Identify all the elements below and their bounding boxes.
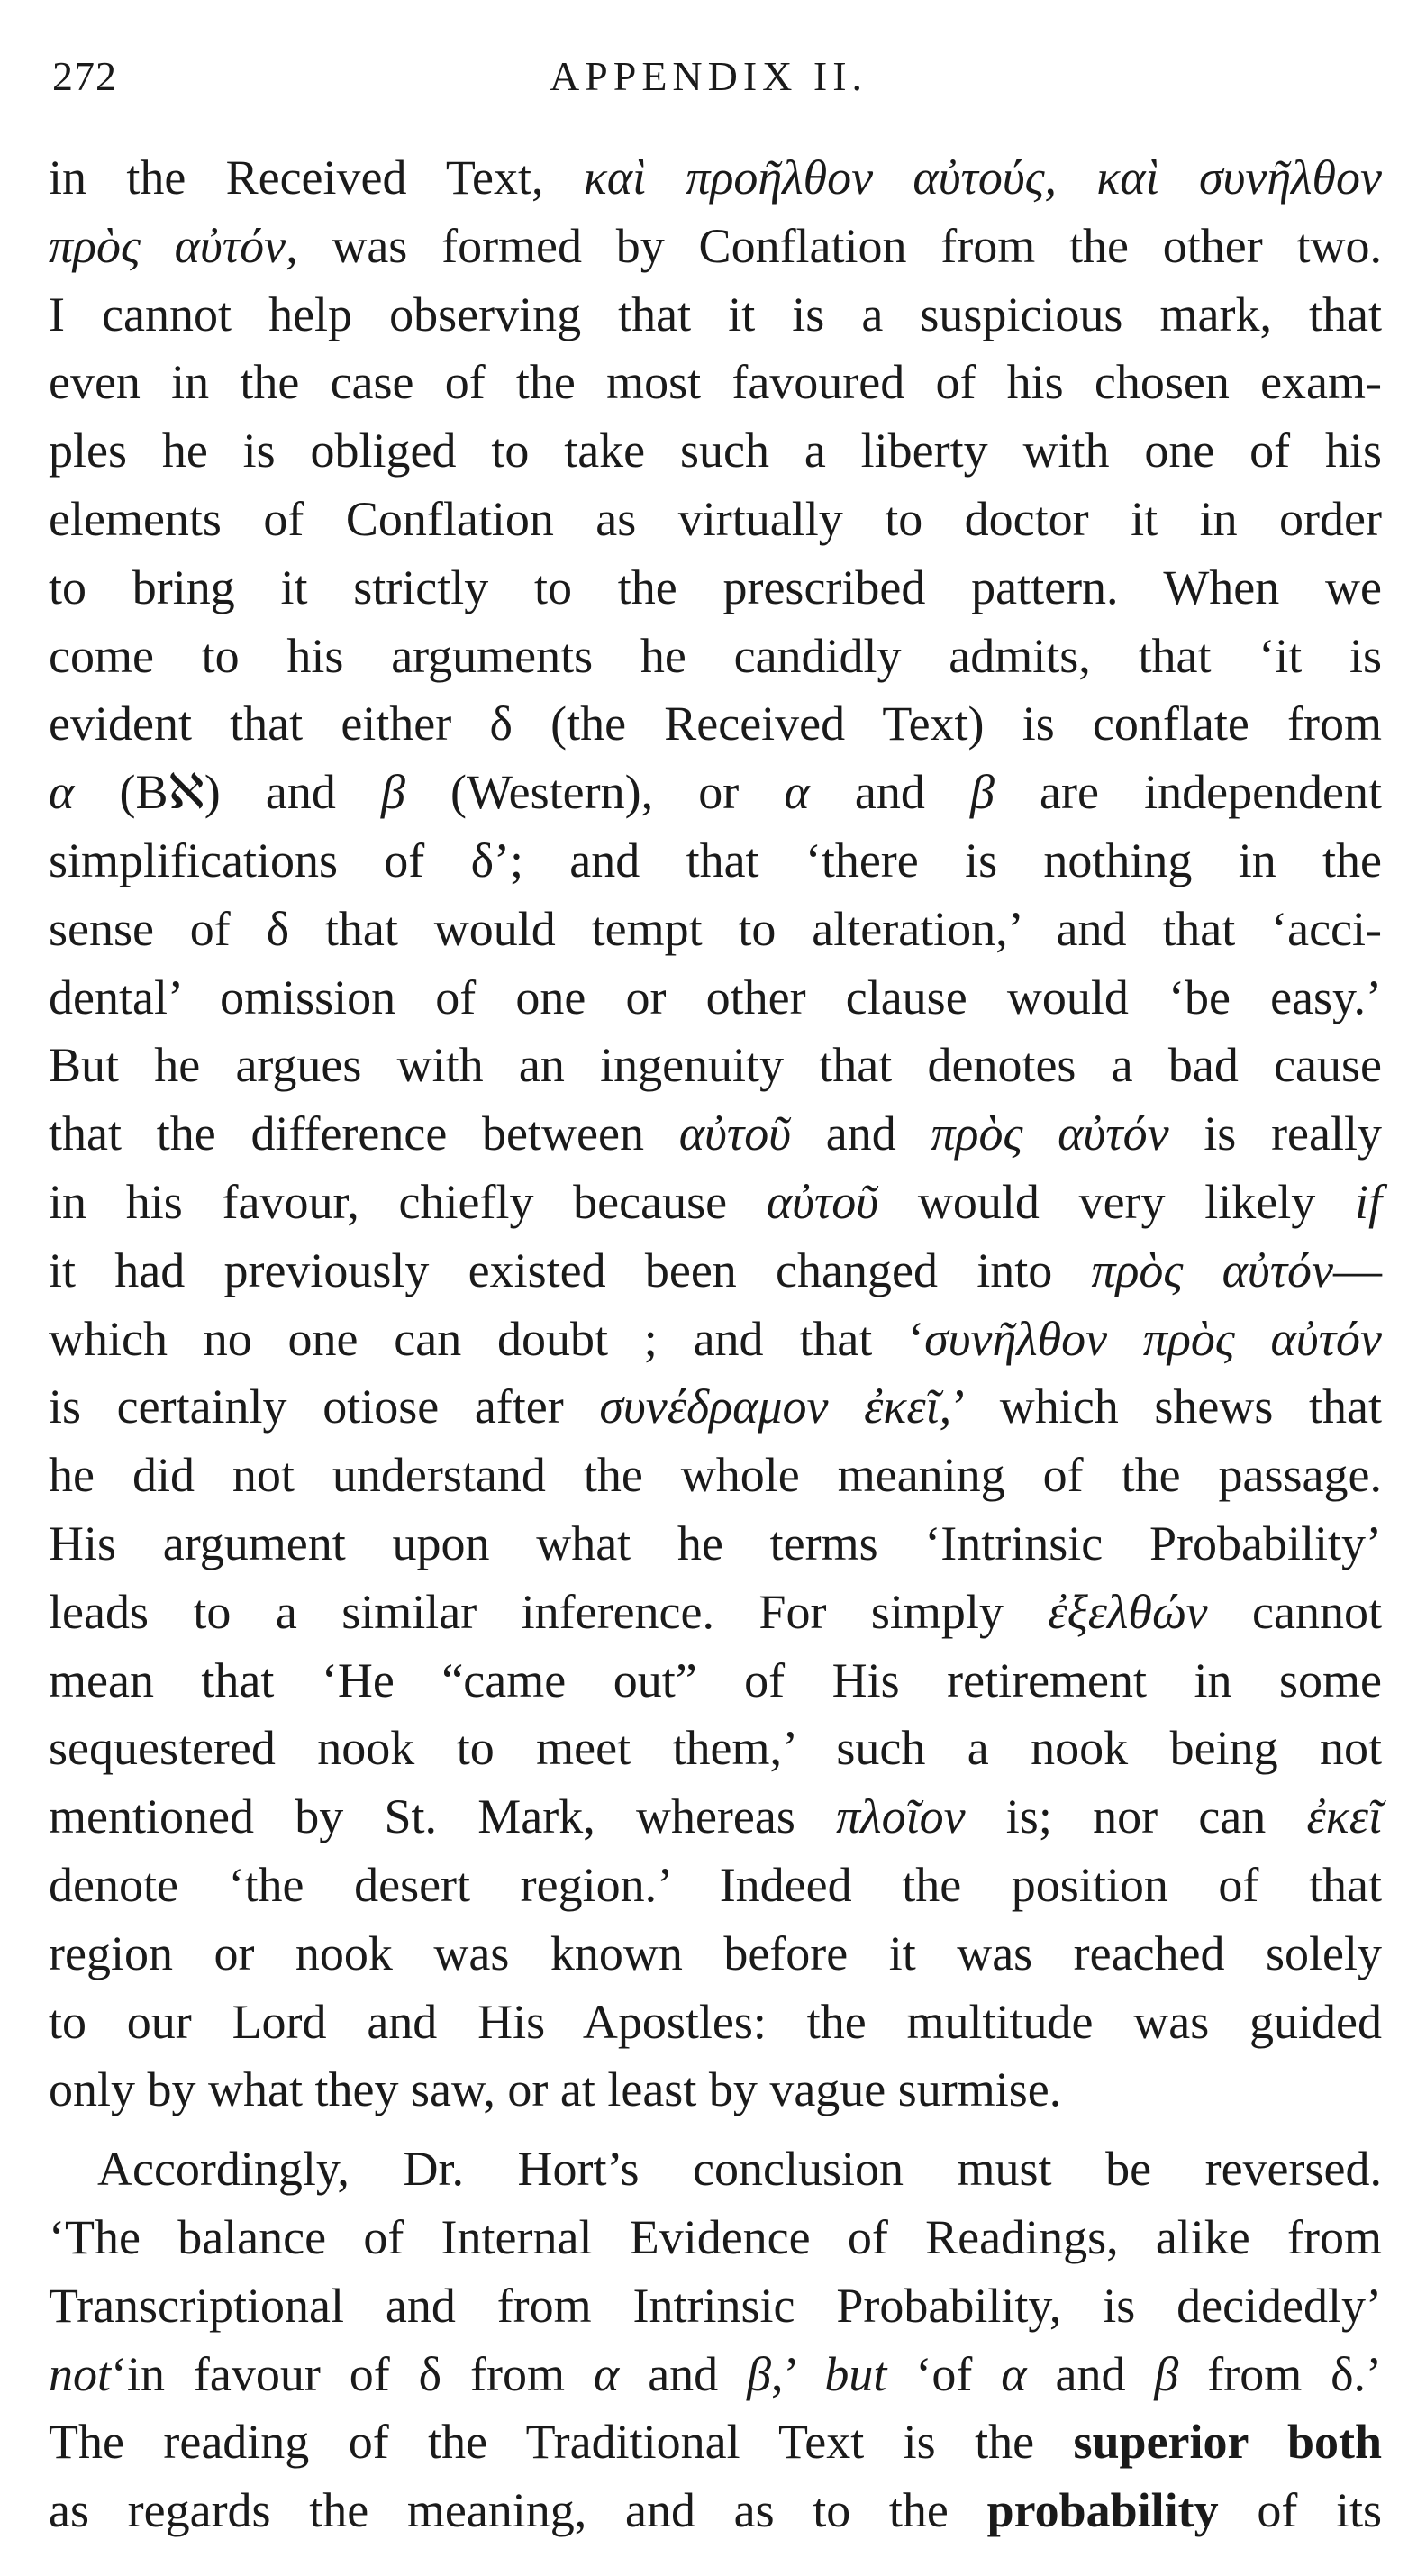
- text-run: leads to a similar inference. For simply: [49, 1584, 1049, 1639]
- running-head: APPENDIX II.: [549, 53, 868, 99]
- page-header: [52, 52, 1365, 106]
- greek-phrase: αὐτοῦ: [766, 1174, 879, 1229]
- text-run: and: [619, 2346, 748, 2401]
- text-run: he did not understand the whole meaning of the passage.: [49, 1448, 1382, 1503]
- text-line: [49, 2204, 1382, 2272]
- text-line: [49, 1237, 1382, 1306]
- greek-phrase: πλοῖον: [836, 1789, 966, 1844]
- text-run: to our Lord and His Apostles: the multitude was guided: [49, 1994, 1382, 2049]
- text-run: in the Received Text,: [49, 150, 584, 205]
- text-run: ,’: [771, 2346, 825, 2401]
- text-run: is; nor can: [965, 1789, 1307, 1844]
- text-run: I cannot help observing that it is a suspicious mark, that: [49, 287, 1382, 341]
- text-line: [49, 554, 1382, 623]
- text-line: [49, 2056, 1382, 2125]
- greek-phrase: συνῆλθον πρὸς αὐτόν: [924, 1311, 1382, 1366]
- italic-phrase: β: [380, 765, 405, 820]
- text-run: would very likely: [878, 1174, 1355, 1229]
- text-line: [49, 1510, 1382, 1579]
- text-line: [49, 2477, 1382, 2545]
- italic-phrase: but: [824, 2346, 887, 2401]
- text-line: [49, 2341, 1382, 2409]
- greek-phrase: πρὸς αὐτόν: [931, 1106, 1169, 1161]
- italic-phrase: if: [1354, 1174, 1382, 1229]
- text-line: [49, 417, 1382, 486]
- text-run: that the difference between: [49, 1106, 679, 1161]
- greek-phrase: πρὸς αὐτόν: [1091, 1242, 1334, 1297]
- italic-phrase: not: [49, 2346, 112, 2401]
- text-run: cannot: [1207, 1584, 1382, 1639]
- text-run: Accordingly, Dr. Hort’s conclusion must be reversed.: [97, 2142, 1382, 2197]
- text-line: [49, 281, 1382, 350]
- text-line: [49, 1715, 1382, 1783]
- text-run: and: [809, 765, 970, 820]
- greek-phrase: ἐξελθών: [1048, 1584, 1208, 1639]
- text-line: [49, 827, 1382, 896]
- text-run: ‘of: [886, 2346, 1002, 2401]
- paragraph-gap: [49, 2125, 1382, 2135]
- text-line: [49, 690, 1382, 759]
- text-line: [49, 2408, 1382, 2477]
- text-line: [49, 486, 1382, 554]
- text-run: only by what they saw, or at least by vague surmise.: [49, 2062, 1062, 2117]
- italic-phrase: α: [593, 2346, 620, 2401]
- text-line: [49, 623, 1382, 691]
- text-line: [49, 1373, 1382, 1442]
- text-run: region or nook was known before it was reached solely: [49, 1925, 1382, 1980]
- text-line: [49, 2272, 1382, 2341]
- text-line: [49, 1989, 1382, 2057]
- text-run: —: [1333, 1242, 1383, 1297]
- text-line: [49, 1852, 1382, 1920]
- text-run: even in the case of the most favoured of his chosen exam-: [49, 355, 1382, 410]
- text-line: [49, 1579, 1382, 1647]
- text-run: simplifications of δ’; and that ‘there is nothing in the: [49, 833, 1382, 887]
- body-text: [49, 144, 1382, 2545]
- text-line: [49, 1100, 1382, 1169]
- text-line: [49, 1647, 1382, 1716]
- text-line: [49, 2135, 1382, 2204]
- greek-phrase: πρὸς αὐτόν,: [49, 218, 298, 273]
- text-run: mentioned by St. Mark, whereas: [49, 1789, 837, 1844]
- italic-phrase: β: [1154, 2346, 1179, 2401]
- text-run: was formed by Conflation from the other two.: [297, 218, 1382, 273]
- text-line: [49, 896, 1382, 964]
- text-run: in his favour, chiefly because: [49, 1174, 767, 1229]
- text-run: (Bℵ) and: [74, 765, 381, 820]
- greek-phrase: αὐτοῦ: [678, 1106, 791, 1161]
- text-run: which no one can doubt ; and that ‘: [49, 1311, 925, 1366]
- text-run: as regards the meaning, and as to the: [49, 2483, 987, 2538]
- text-line: [49, 1032, 1382, 1100]
- italic-phrase: β: [969, 765, 995, 820]
- bold-phrase: superior both: [1073, 2415, 1382, 2470]
- text-line: [49, 1920, 1382, 1989]
- text-run: to bring it strictly to the prescribed pattern. When we: [49, 560, 1382, 614]
- text-line: [49, 1442, 1382, 1510]
- text-run: mean that ‘He “came out” of His retirement in some: [49, 1652, 1382, 1707]
- text-run: and: [1026, 2346, 1155, 2401]
- text-run: The reading of the Traditional Text is the: [49, 2415, 1074, 2470]
- text-run: sequestered nook to meet them,’ such a nook being not: [49, 1721, 1382, 1776]
- text-line: [49, 349, 1382, 417]
- text-run: evident that either δ (the Received Text) is conflate from: [49, 696, 1382, 751]
- italic-phrase: α: [784, 765, 810, 820]
- greek-phrase: συνέδραμον ἐκεῖ,: [599, 1379, 952, 1434]
- text-run: But he argues with an ingenuity that denotes a bad cause: [49, 1038, 1382, 1093]
- text-run: come to his arguments he candidly admits, that ‘it is: [49, 628, 1382, 683]
- text-run: ‘in favour of δ from: [111, 2346, 594, 2401]
- text-run: of its: [1218, 2483, 1382, 2538]
- text-run: sense of δ that would tempt to alteration,’ and that ‘acci-: [49, 901, 1382, 956]
- text-run: is really: [1168, 1106, 1383, 1161]
- text-line: [49, 213, 1382, 281]
- text-line: [49, 1783, 1382, 1852]
- greek-phrase: ἐκεῖ: [1306, 1789, 1382, 1844]
- text-run: are independent: [994, 765, 1383, 820]
- italic-phrase: β: [747, 2346, 771, 2401]
- text-run: elements of Conflation as virtually to doctor it in order: [49, 491, 1382, 546]
- text-run: denote ‘the desert region.’ Indeed the position of that: [49, 1857, 1382, 1912]
- text-run: it had previously existed been changed into: [49, 1242, 1092, 1297]
- text-line: [49, 759, 1382, 827]
- text-run: ‘The balance of Internal Evidence of Readings, alike from: [49, 2209, 1382, 2264]
- text-run: from δ.’: [1178, 2346, 1383, 2401]
- text-run: (Western), or: [404, 765, 785, 820]
- text-line: [49, 964, 1382, 1033]
- text-run: ples he is obliged to take such a liberty with one of his: [49, 423, 1382, 478]
- text-run: His argument upon what he terms ‘Intrinsic Probability’: [49, 1516, 1382, 1570]
- greek-phrase: καὶ προῆλθον αὐτούς, καὶ συνῆλθον: [583, 150, 1382, 205]
- bold-phrase: probability: [986, 2483, 1219, 2538]
- text-run: dental’ omission of one or other clause would ‘be easy.’: [49, 969, 1382, 1024]
- text-run: is certainly otiose after: [49, 1379, 600, 1434]
- text-line: [49, 144, 1382, 213]
- text-run: and: [790, 1106, 931, 1161]
- text-line: [49, 1169, 1382, 1237]
- italic-phrase: α: [49, 765, 75, 820]
- italic-phrase: α: [1001, 2346, 1027, 2401]
- page-number: 272: [52, 53, 117, 99]
- text-line: [49, 1306, 1382, 1374]
- text-run: ’ which shews that: [951, 1379, 1382, 1434]
- text-run: Transcriptional and from Intrinsic Probability, is decidedly’: [49, 2278, 1382, 2333]
